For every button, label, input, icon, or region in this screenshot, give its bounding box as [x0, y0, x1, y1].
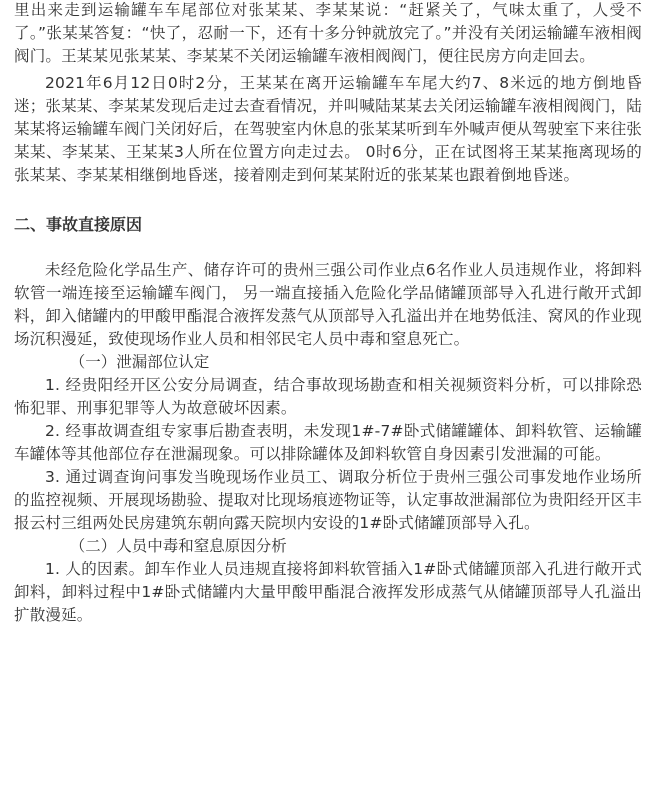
- paragraph-item-1: 1. 经贵阳经开区公安分局调查，结合事故现场勘查和相关视频资料分析，可以排除恐怖犯罪、刑事犯罪等人为故意破坏因素。: [14, 376, 642, 417]
- subheading-poisoning-analysis: （二）人员中毒和窒息原因分析: [69, 537, 287, 555]
- paragraph-timeline: 2021年6月12日0时2分，王某某在离开运输罐车车尾大约7、8米远的地方倒地昏迷；张某某、李某某发现后走过去查看情况，并叫喊陆某某去关闭运输罐车液相阀阀门，陆某某将运输罐车阀门关闭好后，在驾驶室内休息的张某某听到车外喊声便从驾驶室下来往张某某、李某某、王某某3人所在位置方向走过去。 0时6分，正在试图将王某某拖离现场的张某某、李某某相继倒地昏迷，接着刚走到何某某附近的张某某也跟着倒地昏迷。: [14, 74, 643, 184]
- paragraph-direct-cause: 未经危险化学品生产、储存许可的贵州三强公司作业点6名作业人员违规作业，将卸料软管一端连接至运输罐车阀门， 另一端直接插入危险化学品储罐顶部导入孔进行敞开式卸料，卸入储罐内的甲酸甲酯混合液挥发蒸气从顶部导入孔溢出并在地势低洼、窝风的作业现场沉积漫延，致使现场作业人员和相邻民宅人员中毒和窒息死亡。: [14, 261, 643, 348]
- paragraph-human-factor: 1. 人的因素。卸车作业人员违规直接将卸料软管插入1#卧式储罐顶部入孔进行敞开式卸料，卸料过程中1#卧式储罐内大量甲酸甲酯混合液挥发形成蒸气从储罐顶部导人孔溢出扩散漫延。: [14, 560, 642, 624]
- paragraph-item-3: 3. 通过调查询问事发当晚现场作业员工、调取分析位于贵州三强公司事发地作业场所的监控视频、开展现场勘验、提取对比现场痕迹物证等，认定事故泄漏部位为贵阳经开区丰报云村三组两处民房建筑东朝向露天院坝内安设的1#卧式储罐顶部导入孔。: [14, 468, 643, 532]
- paragraph-item-2: 2. 经事故调查组专家事后勘查表明，未发现1#-7#卧式储罐罐体、卸料软管、运输罐车罐体等其他部位存在泄漏现象。可以排除罐体及卸料软管自身因素引发泄漏的可能。: [14, 422, 642, 463]
- paragraph-dialogue: 里出来走到运输罐车车尾部位对张某某、李某某说：“赶紧关了，气味太重了，人受不了。”张某某答复：“快了，忍耐一下，还有十多分钟就放完了。”并没有关闭运输罐车液相阀阀门。王某某见张某某、李某某不关闭运输罐车液相阀阀门，便往民房方向走回去。: [14, 1, 642, 65]
- section-heading: 二、事故直接原因: [14, 215, 143, 234]
- subheading-leak-location: （一）泄漏部位认定: [69, 353, 210, 371]
